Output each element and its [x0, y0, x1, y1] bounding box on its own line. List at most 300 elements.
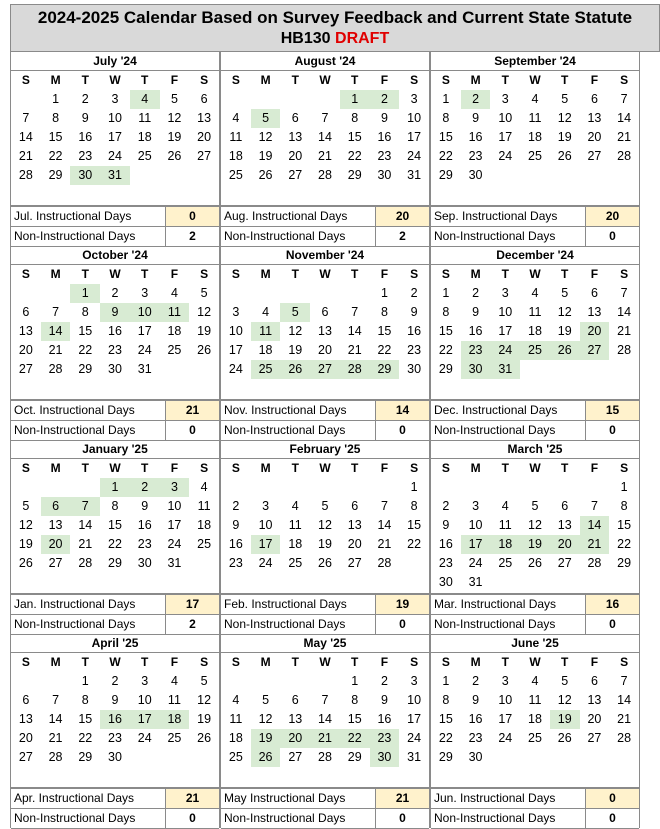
month-title: May '25 [221, 634, 429, 653]
bill-number: HB130 [280, 30, 331, 47]
calendar-day: 21 [48, 731, 63, 745]
non-instructional-days-label: Non-Instructional Days [224, 229, 346, 243]
weekday-label: T [561, 655, 569, 669]
calendar-day: 1 [410, 480, 418, 494]
calendar-day: 1 [100, 478, 130, 497]
non-instructional-days-row [221, 808, 429, 829]
calendar-day: 11 [528, 693, 542, 707]
weekday-label: W [319, 267, 331, 281]
calendar-day: 26 [528, 556, 542, 570]
calendar-day: 22 [438, 343, 453, 357]
empty-day [580, 573, 610, 592]
month-calendar [430, 246, 640, 400]
calendar-day: 1 [81, 674, 89, 688]
weekday-label: S [410, 655, 419, 669]
calendar-day: 29 [347, 750, 362, 764]
instructional-days-value: 16 [585, 595, 639, 614]
weekday-label: T [81, 461, 89, 475]
calendar-day: 23 [108, 343, 122, 357]
calendar-day: 27 [197, 149, 212, 163]
calendar-day: 21 [318, 149, 332, 163]
weekday-label: S [231, 73, 240, 87]
calendar-day: 4 [130, 90, 160, 109]
calendar-day: 30 [407, 362, 422, 376]
month-title: June '25 [431, 634, 639, 653]
calendar-day: 5 [262, 693, 270, 707]
calendar-day: 26 [18, 556, 33, 570]
week-row [11, 284, 219, 303]
weekday-label: S [200, 267, 209, 281]
instructional-days-row [431, 594, 639, 614]
week-row [221, 147, 429, 166]
calendar-day: 4 [291, 499, 299, 513]
calendar-day: 14 [617, 111, 632, 125]
calendar-day: 31 [468, 575, 483, 589]
calendar-day: 12 [557, 111, 572, 125]
instructional-days-label: Sep. Instructional Days [434, 209, 558, 223]
empty-day [340, 478, 370, 497]
calendar-day: 18 [197, 518, 212, 532]
calendar-day: 20 [280, 729, 310, 748]
month-days [221, 459, 429, 593]
weekday-label: F [170, 655, 179, 669]
calendar-day: 3 [141, 286, 149, 300]
instructional-days-label: Feb. Instructional Days [224, 597, 347, 611]
empty-day [520, 360, 550, 379]
week-row [11, 109, 219, 128]
calendar-day: 8 [442, 693, 450, 707]
empty-day [609, 360, 639, 379]
calendar-day: 27 [310, 360, 340, 379]
month-days [11, 71, 219, 205]
calendar-day: 28 [318, 168, 332, 182]
month-block [10, 634, 220, 828]
week-row [431, 90, 639, 109]
week-row [431, 573, 639, 592]
weekday-label: T [291, 655, 299, 669]
calendar-day: 7 [380, 499, 388, 513]
weekday-label: S [620, 655, 629, 669]
weekday-label: F [380, 655, 389, 669]
non-instructional-days-row [431, 226, 639, 247]
calendar-day: 2 [111, 286, 119, 300]
calendar-day: 7 [70, 497, 100, 516]
week-row [431, 109, 639, 128]
instructional-days-row [11, 594, 219, 614]
page-title: 2024-2025 Calendar Based on Survey Feedback and Current State Statute [37, 8, 633, 27]
month-block [220, 246, 430, 440]
week-row [431, 478, 639, 497]
calendar-day: 4 [262, 305, 270, 319]
calendar-day: 10 [498, 305, 513, 319]
empty-day [160, 748, 190, 767]
weekday-label: T [501, 73, 509, 87]
calendar-day: 2 [111, 674, 119, 688]
weekday-label: F [380, 267, 389, 281]
calendar-day: 9 [111, 693, 119, 707]
week-row [431, 166, 639, 185]
empty-day [130, 748, 160, 767]
week-row [11, 360, 219, 379]
month-title: July '24 [11, 52, 219, 71]
calendar-day: 14 [18, 130, 33, 144]
weekday-label: S [620, 73, 629, 87]
week-row [221, 672, 429, 691]
weekday-label: S [410, 267, 419, 281]
calendar-day: 11 [528, 305, 542, 319]
calendar-day: 15 [78, 712, 93, 726]
calendar-day: 13 [288, 712, 303, 726]
weekday-label: F [380, 461, 389, 475]
calendar-day: 1 [620, 480, 628, 494]
instructional-days-label: Aug. Instructional Days [224, 209, 348, 223]
calendar-day: 24 [108, 149, 122, 163]
calendar-day: 28 [340, 360, 370, 379]
calendar-day: 5 [22, 499, 30, 513]
weekday-label: S [231, 267, 240, 281]
calendar-day: 2 [410, 286, 418, 300]
week-row [11, 729, 219, 748]
calendar-day: 4 [531, 674, 539, 688]
calendar-day: 25 [228, 750, 243, 764]
calendar-day: 5 [531, 499, 539, 513]
weekday-label: S [620, 267, 629, 281]
calendar-day: 8 [111, 499, 119, 513]
weekday-label: W [529, 655, 541, 669]
calendar-day: 22 [438, 149, 453, 163]
instructional-days-row [431, 400, 639, 420]
month-block [220, 440, 430, 634]
calendar-day: 26 [167, 149, 182, 163]
month-calendar [10, 440, 220, 594]
week-row [431, 284, 639, 303]
instructional-days-row [431, 206, 639, 226]
non-instructional-days-value: 0 [585, 809, 639, 828]
week-row [431, 710, 639, 729]
month-title: November '24 [221, 246, 429, 265]
instructional-days-row [221, 400, 429, 420]
calendar-day: 29 [438, 362, 453, 376]
calendar-day: 2 [461, 90, 491, 109]
empty-day [11, 478, 41, 497]
calendar-day: 7 [620, 286, 628, 300]
calendar-day: 10 [167, 499, 182, 513]
empty-day [490, 166, 520, 185]
instructional-days-value: 21 [165, 401, 219, 420]
calendar-day: 13 [347, 518, 362, 532]
non-instructional-days-row [431, 808, 639, 829]
calendar-day: 12 [557, 305, 572, 319]
month-block [10, 440, 220, 634]
non-instructional-days-value: 0 [585, 421, 639, 440]
calendar-day: 17 [251, 535, 281, 554]
calendar-day: 18 [137, 130, 152, 144]
week-row [11, 128, 219, 147]
weekday-label: T [291, 73, 299, 87]
calendar-day: 16 [137, 518, 152, 532]
calendar-day: 17 [108, 130, 122, 144]
week-row [221, 710, 429, 729]
week-row [11, 303, 219, 322]
weekday-label: S [441, 655, 450, 669]
calendar-day: 10 [130, 303, 160, 322]
calendar-day: 29 [347, 168, 362, 182]
calendar-day: 24 [137, 343, 152, 357]
non-instructional-days-value: 0 [375, 809, 429, 828]
weekday-label: M [470, 73, 481, 87]
calendar-day: 25 [167, 731, 182, 745]
calendar-day: 28 [18, 168, 33, 182]
week-row [11, 710, 219, 729]
month-calendar [220, 634, 430, 788]
non-instructional-days-value: 2 [165, 227, 219, 246]
week-row [221, 748, 429, 767]
non-instructional-days-label: Non-Instructional Days [14, 229, 136, 243]
calendar-day: 6 [200, 92, 208, 106]
calendar-day: 20 [587, 130, 602, 144]
calendar-day: 13 [318, 324, 332, 338]
calendar-day: 8 [442, 111, 450, 125]
calendar-day: 18 [160, 710, 190, 729]
calendar-day: 11 [251, 322, 281, 341]
calendar-day: 21 [347, 343, 362, 357]
week-row [11, 341, 219, 360]
calendar-day: 5 [280, 303, 310, 322]
weekday-label: S [21, 461, 30, 475]
instructional-days-value: 20 [375, 207, 429, 226]
calendar-day: 27 [587, 731, 602, 745]
weekday-header [11, 265, 219, 284]
calendar-day: 12 [318, 518, 332, 532]
weekday-label: T [141, 267, 149, 281]
calendar-day: 16 [468, 712, 483, 726]
weekday-label: S [410, 461, 419, 475]
calendar-day: 12 [288, 324, 303, 338]
calendar-day: 10 [468, 518, 483, 532]
calendar-day: 20 [197, 130, 212, 144]
empty-day [310, 90, 340, 109]
calendar-day: 19 [550, 710, 580, 729]
calendar-day: 16 [228, 537, 243, 551]
weekday-header [221, 71, 429, 90]
calendar-day: 4 [531, 286, 539, 300]
weekday-header [11, 653, 219, 672]
empty-day [189, 166, 219, 185]
instructional-days-value: 15 [585, 401, 639, 420]
empty-day [41, 672, 71, 691]
calendar-day: 18 [228, 149, 243, 163]
empty-day [520, 478, 550, 497]
calendar-day: 24 [468, 556, 483, 570]
empty-day [431, 478, 461, 497]
calendar-day: 19 [18, 537, 33, 551]
instructional-days-label: Jan. Instructional Days [14, 597, 136, 611]
calendar-day: 26 [557, 731, 572, 745]
calendar-day: 18 [490, 535, 520, 554]
calendar-day: 21 [78, 537, 93, 551]
weekday-label: T [141, 461, 149, 475]
calendar-day: 9 [81, 111, 89, 125]
calendar-day: 8 [351, 111, 359, 125]
calendar-day: 30 [370, 748, 400, 767]
empty-day [550, 573, 580, 592]
week-row [221, 516, 429, 535]
calendar-day: 12 [197, 693, 212, 707]
calendar-day: 22 [347, 149, 362, 163]
calendar-day: 25 [167, 343, 182, 357]
calendar-day: 23 [377, 149, 392, 163]
calendar-day: 3 [501, 674, 509, 688]
calendar-day: 9 [410, 305, 418, 319]
non-instructional-days-label: Non-Instructional Days [14, 617, 136, 631]
weekday-label: T [291, 267, 299, 281]
calendar-day: 15 [617, 518, 632, 532]
empty-day [490, 748, 520, 767]
weekday-label: T [351, 461, 359, 475]
calendar-day: 16 [100, 710, 130, 729]
calendar-day: 16 [468, 130, 483, 144]
week-row [11, 497, 219, 516]
weekday-label: T [351, 267, 359, 281]
weekday-label: W [319, 461, 331, 475]
weekday-label: W [319, 655, 331, 669]
calendar-day: 5 [200, 286, 208, 300]
non-instructional-days-label: Non-Instructional Days [434, 811, 556, 825]
calendar-day: 3 [410, 92, 418, 106]
calendar-day: 17 [498, 324, 513, 338]
non-instructional-days-label: Non-Instructional Days [224, 811, 346, 825]
calendar-day: 28 [377, 556, 392, 570]
month-days [431, 653, 639, 787]
empty-day [221, 284, 251, 303]
month-stats [10, 206, 220, 246]
calendar-day: 24 [407, 149, 422, 163]
calendar-day: 24 [407, 731, 422, 745]
calendar-day: 16 [108, 324, 122, 338]
month-stats [220, 788, 430, 828]
week-row [221, 303, 429, 322]
instructional-days-label: Oct. Instructional Days [14, 403, 135, 417]
empty-day [221, 478, 251, 497]
weekday-label: T [81, 655, 89, 669]
calendar-day: 29 [438, 168, 453, 182]
instructional-days-value: 20 [585, 207, 639, 226]
page-subtitle [11, 29, 659, 49]
calendar-day: 12 [18, 518, 33, 532]
empty-day [580, 478, 610, 497]
calendar-day: 7 [620, 674, 628, 688]
week-row [11, 748, 219, 767]
weekday-label: T [291, 461, 299, 475]
week-row [431, 147, 639, 166]
calendar-day: 5 [251, 109, 281, 128]
calendar-day: 3 [472, 499, 480, 513]
calendar-day: 26 [197, 343, 212, 357]
empty-day [370, 478, 400, 497]
calendar-day: 27 [288, 168, 303, 182]
calendar-day: 28 [48, 750, 63, 764]
calendar-day: 12 [167, 111, 182, 125]
calendar-day: 1 [442, 674, 450, 688]
calendar-day: 24 [498, 149, 513, 163]
calendar-day: 2 [232, 499, 240, 513]
week-row [11, 691, 219, 710]
empty-day [11, 284, 41, 303]
calendar-day: 17 [498, 712, 513, 726]
instructional-days-value: 17 [165, 595, 219, 614]
calendar-day: 29 [617, 556, 632, 570]
calendar-day: 20 [318, 343, 332, 357]
calendar-day: 13 [48, 518, 63, 532]
calendar-day: 22 [78, 343, 93, 357]
calendar-day: 19 [258, 149, 273, 163]
calendar-day: 17 [167, 518, 182, 532]
calendar-day: 21 [617, 712, 632, 726]
calendar-day: 25 [528, 149, 542, 163]
week-row [221, 497, 429, 516]
instructional-days-label: Apr. Instructional Days [14, 791, 135, 805]
weekday-label: M [50, 267, 61, 281]
calendar-day: 31 [167, 556, 182, 570]
weekday-label: S [21, 267, 30, 281]
non-instructional-days-row [221, 420, 429, 441]
week-row [11, 478, 219, 497]
calendar-day: 30 [70, 166, 100, 185]
week-row [11, 672, 219, 691]
calendar-day: 25 [498, 556, 513, 570]
month-days [431, 265, 639, 399]
calendar-day: 6 [561, 499, 569, 513]
calendar-day: 11 [229, 130, 243, 144]
non-instructional-days-label: Non-Instructional Days [434, 617, 556, 631]
week-row [221, 166, 429, 185]
empty-day [550, 478, 580, 497]
calendar-day: 23 [461, 341, 491, 360]
calendar-day: 24 [498, 731, 513, 745]
weekday-label: F [590, 267, 599, 281]
weekday-label: T [351, 655, 359, 669]
calendar-day: 28 [617, 343, 632, 357]
calendar-day: 7 [321, 111, 329, 125]
calendar-day: 26 [197, 731, 212, 745]
month-calendar [220, 246, 430, 400]
weekday-label: F [590, 655, 599, 669]
non-instructional-days-label: Non-Instructional Days [434, 423, 556, 437]
empty-day [310, 672, 340, 691]
weekday-header [431, 265, 639, 284]
week-row [431, 729, 639, 748]
calendar-day: 10 [498, 111, 513, 125]
empty-day [221, 90, 251, 109]
calendar-day: 13 [197, 111, 212, 125]
calendar-day: 4 [170, 286, 178, 300]
calendar-day: 24 [137, 731, 152, 745]
calendar-day: 27 [557, 556, 572, 570]
non-instructional-days-row [11, 614, 219, 635]
non-instructional-days-value: 0 [375, 615, 429, 634]
calendar-day: 1 [70, 284, 100, 303]
calendar-day: 14 [580, 516, 610, 535]
calendar-day: 9 [100, 303, 130, 322]
calendar-day: 4 [531, 92, 539, 106]
calendar-day: 11 [197, 499, 211, 513]
calendar-day: 21 [18, 149, 33, 163]
weekday-label: M [260, 655, 271, 669]
calendar-day: 17 [130, 710, 160, 729]
calendar-day: 31 [407, 168, 422, 182]
calendar-day: 20 [288, 149, 303, 163]
weekday-header [431, 459, 639, 478]
